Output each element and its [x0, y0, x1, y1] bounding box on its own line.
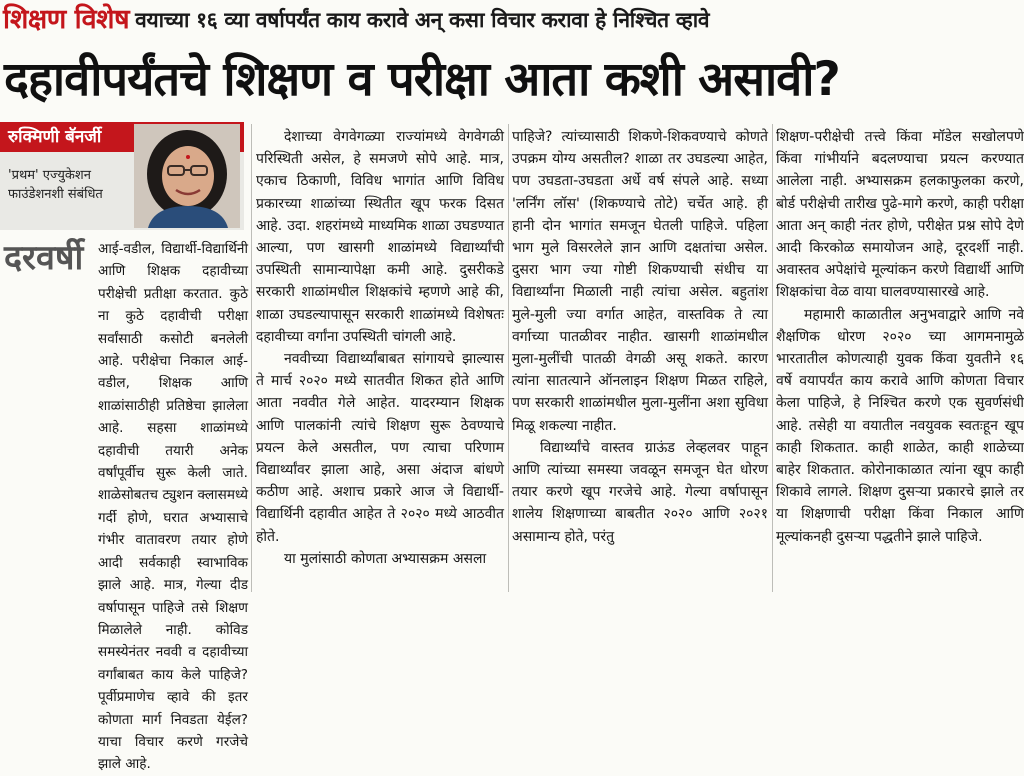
column-4-paragraph-1: शिक्षण-परीक्षेची तत्त्वे किंवा मॉडेल सखोलपणे किंवा गांभीर्याने बदलण्याचा प्रयत्न करण्यात आलेला नाही. अभ्यासक्रम हलकाफुलका करणे, बोर्ड परीक्षेची तारीख पुढे-मागे करणे, काही परीक्षा आता अन् काही नंतर होणे, परीक्षेत प्रश्न सोपे देणे आदी किरकोळ समायोजन आहे, दूरदर्शी नाही. अवास्तव अपेक्षांचे मूल्यांकन करणे विद्यार्थी आणि शिक्षकांचा वेळ वाया घालवण्यासारखे आहे. — [776, 129, 1024, 301]
column-2-paragraph-2: नववीच्या विद्यार्थ्यांबाबत सांगायचे झाल्यास ते मार्च २०२० मध्ये सातवीत शिकत होते आणि आता नववीत गेले आहेत. यादरम्यान शिक्षक आणि पालकांनी त्यांचे शिक्षण सुरू ठेवण्याचे प्रयत्न केले असतील, पण त्याचा परिणाम विद्यार्थ्यांवर झाला आहे, असा अंदाज बांधणे कठीण आहे. अशाच प्रकारे आज जे विद्यार्थी-विद्यार्थिनी दहावीत आहेत ते २०२० मध्ये आठवीत होते. — [256, 351, 504, 545]
column-1-text: आई-वडील, विद्यार्थी-विद्यार्थिनी आणि शिक्षक दहावीच्या परीक्षेची प्रतीक्षा करतात. कुठे ना कुठे दहावीची परीक्षा सर्वांसाठी कसोटी बनलेली आहे. परीक्षेचा निकाल आई-वडील, शिक्षक आणि शाळांसाठीही प्रतिष्ठेचा झालेला आहे. सहसा शाळांमध्ये दहावीची तयारी अनेक वर्षांपूर्वीच सुरू केली जाते. शाळेसोबतच ट्युशन क्लासमध्ये गर्दी होणे, घरात अभ्यासाचे गंभीर वातावरण तयार होणे आदी सर्वकाही स्वाभाविक झाले आहे. मात्र, गेल्या दीड वर्षापासून पाहिजे तसे शिक्षण मिळालेले नाही. कोविड समस्येनंतर नववी व दहावीच्या वर्गांबाबत काय केले पाहिजे? पूर्वीप्रमाणेच व्हावे की इतर कोणता मार्ग निवडता येईल? याचा विचार करणे गरजेचे झाले आहे. — [98, 241, 248, 773]
column-3-paragraph-1: पाहिजे? त्यांच्यासाठी शिकणे-शिकवण्याचे कोणते उपक्रम योग्य असतील? शाळा तर उघडल्या आहेत, पण उघडता-उघडता अर्धे वर्ष संपले आहे. सध्या 'लर्निंग लॉस' (शिकण्याचे तोटे) चर्चेत आहे. ही हानी दोन भागांत समजून घेतली पाहिजे. पहिला भाग मुले विसरलेले ज्ञान आणि दक्षतांचा असेल. दुसरा भाग ज्या गोष्टी शिकण्याची संधीच या विद्यार्थ्यांना मिळाली नाही त्यांचा असेल. बहुतांश मुले-मुली ज्या वर्गात आहेत, वास्तविक ते त्या वर्गाच्या पातळीवर नाहीत. खासगी शाळांमधील मुला-मुलींची पातळी वेगळी असू शकते. कारण त्यांना सातत्याने ऑनलाइन शिक्षण मिळत राहिले, पण सरकारी शाळांमधील मुला-मुलींना अशा सुविधा मिळू शकल्या नाहीत. — [512, 129, 768, 434]
drop-word: दरवर्षी — [4, 238, 84, 278]
author-name: रुक्मिणी बॅनर्जी — [8, 127, 102, 147]
article-column-3 — [512, 126, 768, 548]
kicker-text: वयाच्या १६ व्या वर्षापर्यंत काय करावे अन् कसा विचार करावा हे निश्चित व्हावे — [135, 8, 710, 32]
column-divider — [508, 124, 509, 592]
column-divider — [772, 124, 773, 592]
column-3-paragraph-2: विद्यार्थ्यांचे वास्तव ग्राऊंड लेव्हलवर पाहून आणि त्यांच्या समस्या जवळून समजून घेत धोरण तयार करणे खूप गरजेचे आहे. गेल्या वर्षापासून शालेय शिक्षणाच्या बाबतीत २०२० आणि २०२१ असामान्य होते, परंतु — [512, 439, 768, 545]
column-2-paragraph-1: देशाच्या वेगवेगळ्या राज्यांमध्ये वेगवेगळी परिस्थिती असेल, हे समजणे सोपे आहे. मात्र, एकाच ठिकाणी, विविध भागांत आणि विविध प्रकारच्या शाळांच्या स्थितीत खूप फरक दिसत आहे. उदा. शहरांमध्ये माध्यमिक शाळा उघडण्यात आल्या, पण खासगी शाळांमध्ये विद्यार्थ्यांची उपस्थिती सामान्यापेक्षा कमी आहे. दुसरीकडे सरकारी शाळांमधील शिक्षकांचे म्हणणे आहे की, शाळा उघडल्यापासून सरकारी शाळांमध्ये विशेषतः दहावीच्या वर्गांना उपस्थिती चांगली आहे. — [256, 129, 504, 345]
article-column-1 — [0, 238, 248, 776]
article-column-4 — [776, 126, 1024, 548]
column-divider — [251, 124, 252, 592]
author-portrait-icon — [134, 124, 240, 228]
section-tag: शिक्षण विशेष — [3, 4, 130, 35]
author-affiliation: 'प्रथम' एज्युकेशन फाउंडेशनशी संबंधित — [8, 168, 103, 202]
byline-box — [0, 122, 244, 230]
article-column-2 — [256, 126, 504, 570]
column-4-paragraph-2: महामारी काळातील अनुभवाद्वारे आणि नवे शैक्षणिक धोरण २०२० च्या आगमनामुळे भारतातील कोणत्याही युवक किंवा युवतीने १६ वर्षे वयापर्यंत काय करावे आणि कोणता विचार केला पाहिजे, हे निश्चित करणे एक सुवर्णसंधी आहे. तसेही या वयातील नवयुवक स्वतःहून खूप काही शिकतात. काही शाळेत, काही शाळेच्या बाहेर शिकतात. कोरोनाकाळात त्यांना खूप काही शिकावे लागले. शिक्षण दुसऱ्या प्रकारचे झाले तर या शिक्षणाची परीक्षा किंवा निकाल आणि मूल्यांकनही दुसऱ्या पद्धतीने झाले पाहिजे. — [776, 306, 1024, 545]
kicker-row — [0, 0, 1024, 40]
column-2-paragraph-3: या मुलांसाठी कोणता अभ्यासक्रम असला — [284, 550, 487, 567]
headline: दहावीपर्यंतचे शिक्षण व परीक्षा आता कशी असावी? — [4, 52, 840, 107]
